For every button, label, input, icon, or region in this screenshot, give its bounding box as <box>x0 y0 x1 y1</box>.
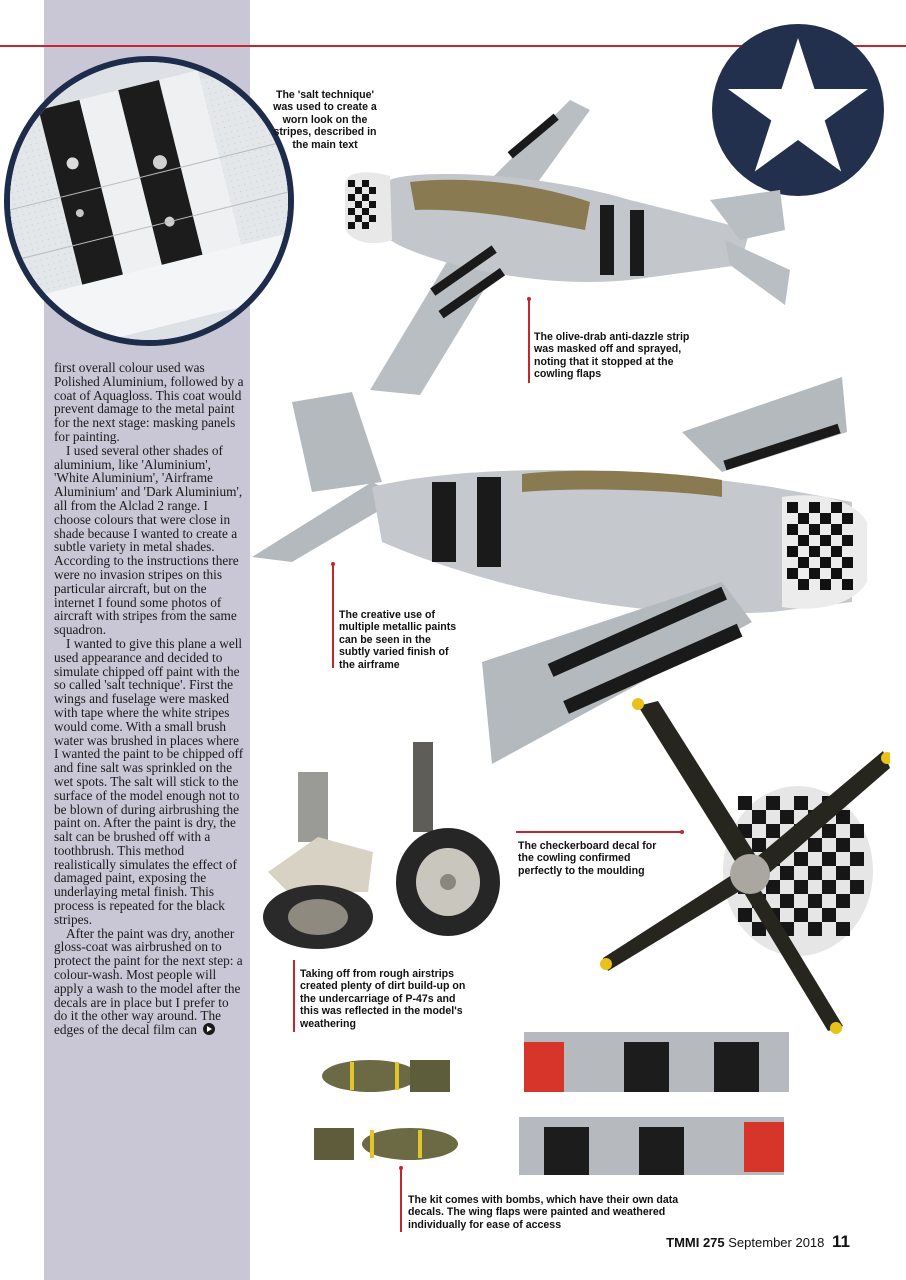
stripe-closeup-photo <box>4 56 294 346</box>
caption-bombs-flaps: The kit comes with bombs, which have their own data decals. The wing flaps were painted and weathered individually for ease of access <box>408 1194 679 1231</box>
paragraph: I used several other shades of aluminium, like 'Aluminium', 'White Aluminium', 'Airframe Aluminium' and 'Dark Aluminium', all from the Alclad 2 range. I choose colours that were close in shade because I wanted to create a subtle variety in metal shades. According to the instructions there were no invasion stripes on this particular aircraft, but on the internet I found some photos of aircraft with stripes from the same squadron. <box>54 442 243 638</box>
caption-olive-drab: The olive-drab anti-dazzle strip was masked off and sprayed, noting that it stopped at the cowling flaps <box>534 331 690 381</box>
caption-pointer <box>516 831 682 833</box>
caption-pointer <box>332 564 334 668</box>
wing-flaps-photo <box>514 1022 792 1178</box>
caption-pointer <box>680 830 684 834</box>
paragraph: first overall colour used was Polished Aluminium, followed by a coat of Aquagloss. This coat would prevent damage to the metal paint for the next stage: masking panels for painting. <box>54 360 244 444</box>
paragraph: After the paint was dry, another gloss-coat was airbrushed on to protect the paint for the next step: a colour-wash. Most people will apply a wash to the model after the decals are in place but I prefer to do it the other way around. The edges of the decal film can <box>54 925 243 1038</box>
page-footer <box>666 1232 850 1252</box>
caption-salt-technique: The 'salt technique' was used to create a worn look on the stripes, described in the main text <box>273 89 377 151</box>
caption-pointer <box>528 299 530 383</box>
caption-pointer <box>400 1168 402 1232</box>
paragraph: I wanted to give this plane a well used appearance and decided to simulate chipped off paint with the so called 'salt technique'. First the wings and fuselage were masked with tape where the white stripes would come. With a small brush water was brushed in places where I wanted the paint to be chipped off and fine salt was sprinkled on the wet spots. The salt will stick to the surface of the model enough not to be blown of during airbrushing the paint on. After the paint is dry, the salt can be brushed off with a toothbrush. This method realistically simulates the effect of damaged paint, exposing the underlaying metal finish. This process is repeated for the black stripes. <box>54 635 244 927</box>
caption-checkerboard: The checkerboard decal for the cowling confirmed perfectly to the moulding <box>518 840 657 877</box>
undercarriage-photo <box>258 742 518 954</box>
page-number: 11 <box>832 1232 850 1251</box>
caption-metallic-paints: The creative use of multiple metallic paints can be seen in the subtly varied finish of the airframe <box>339 609 457 671</box>
bombs-photo <box>310 1046 472 1178</box>
magazine-issue: TMMI 275 <box>666 1235 725 1250</box>
caption-pointer <box>293 960 295 1032</box>
issue-date: September 2018 <box>728 1235 825 1250</box>
caption-undercarriage: Taking off from rough airstrips created plenty of dirt build-up on the undercarriage of P-47s and this was reflected in the model's weathering <box>300 968 466 1030</box>
article-body <box>54 361 244 1037</box>
continue-arrow-icon <box>203 1023 215 1035</box>
